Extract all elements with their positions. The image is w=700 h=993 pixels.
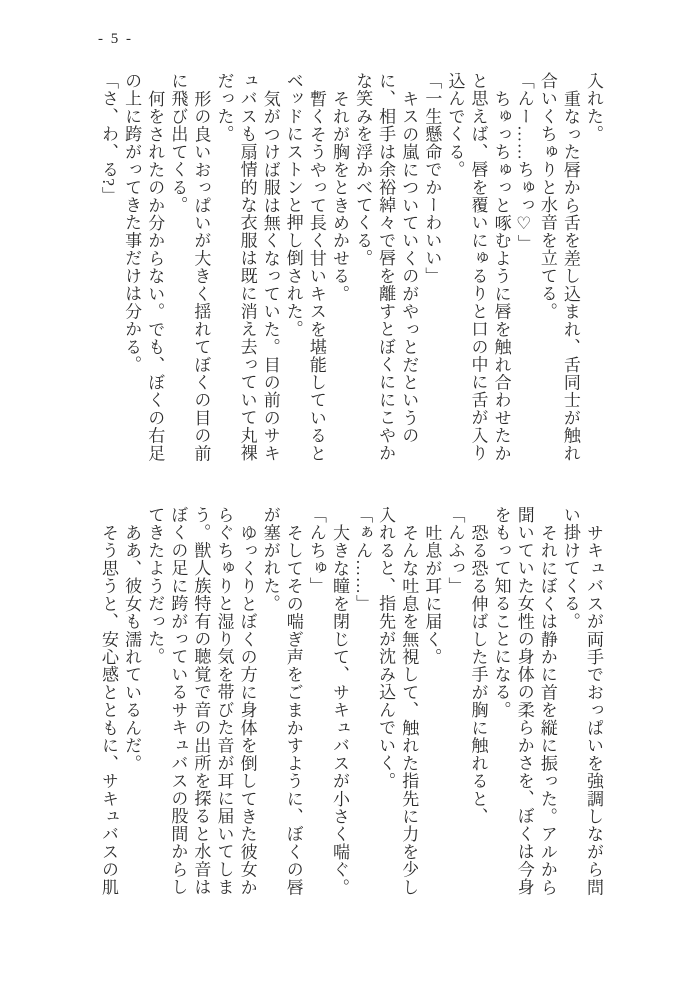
paragraph: 形の良いおっぱいが大きく揺れてぼくの目の前に飛び出てくる。 bbox=[168, 72, 211, 462]
paragraph: それにぼくは静かに首を縦に振った。アルから聞いていた女性の身体の柔らかさを、ぼくは今身をもって知ることになる。 bbox=[491, 506, 557, 896]
paragraph: 大きな瞳を閉じて、サキュバスが小さく喘ぐ。 bbox=[329, 523, 349, 896]
paragraph: そう思うと、安心感とともに、サキュバスの肌 bbox=[99, 523, 119, 896]
paragraph: 気がつけば服は無くなっていた。目の前のサキュバスも扇情的な衣服は既に消え去っていて丸裸だった。 bbox=[214, 72, 280, 462]
dialogue-paragraph: 「んー……ちゅっ♡」 bbox=[514, 72, 534, 253]
paragraph: そんな吐息を無視して、触れた指先に力を少し入れると、指先が沈み込んでいく。 bbox=[376, 506, 419, 896]
page-number: - 5 - bbox=[98, 31, 133, 47]
paragraph: サキュバスが両手でおっぱいを強調しながら問い掛けてくる。 bbox=[560, 506, 603, 896]
paragraph: それが胸をときめかせる。 bbox=[329, 89, 349, 303]
paragraph: 吐息が耳に届く。 bbox=[422, 523, 442, 666]
paragraph: 何をされたのか分からない。でも、ぼくの右足の上に跨がってきた事だけは分かる。 bbox=[122, 72, 165, 462]
dialogue-paragraph: 「さ、わ、る?」 bbox=[99, 72, 119, 205]
paragraph: ちゅっちゅっと啄むように唇を触れ合わせたかと思えば、唇を覆いにゅるりと口の中に舌が入り込んでくる。 bbox=[445, 72, 511, 462]
paragraph: ああ、彼女も濡れているんだ。 bbox=[122, 523, 142, 772]
dialogue-paragraph: 「んふっ」 bbox=[445, 506, 465, 595]
paragraph: 重なった唇から舌を差し込まれ、舌同士が触れ合いくちゅりと水音を立てる。 bbox=[537, 72, 580, 462]
dialogue-paragraph: 「一生懸命でかーわいい」 bbox=[422, 72, 442, 285]
paragraph: 暫くそうやって長く甘いキスを堪能しているとベッドにストンと押し倒された。 bbox=[283, 72, 326, 462]
paragraph: 恐る恐る伸ばした手が胸に触れると、 bbox=[468, 523, 488, 825]
paragraph: 入れた。 bbox=[584, 72, 603, 143]
paragraph: キスの嵐についていくのがやっとだというのに、相手は余裕綽々で唇を離すとぼくににこやかな笑みを浮かべてくる。 bbox=[353, 72, 419, 462]
paragraph: ゆっくりとぼくの方に身体を倒してきた彼女からぐちゅりと湿り気を帯びた音が耳に届いてしまう。獣人族特有の聴覚で音の出所を探ると水音はぼくの足に跨がっているサキュバスの股間からしてきたようだった。 bbox=[145, 506, 257, 896]
dialogue-paragraph: 「んちゅ」 bbox=[306, 506, 326, 595]
upper-text-block bbox=[89, 72, 605, 463]
lower-text-block bbox=[89, 506, 605, 897]
paragraph: そしてその喘ぎ声をごまかすように、ぼくの唇が塞がれた。 bbox=[260, 506, 303, 896]
dialogue-paragraph: 「ぁん……」 bbox=[353, 506, 373, 613]
